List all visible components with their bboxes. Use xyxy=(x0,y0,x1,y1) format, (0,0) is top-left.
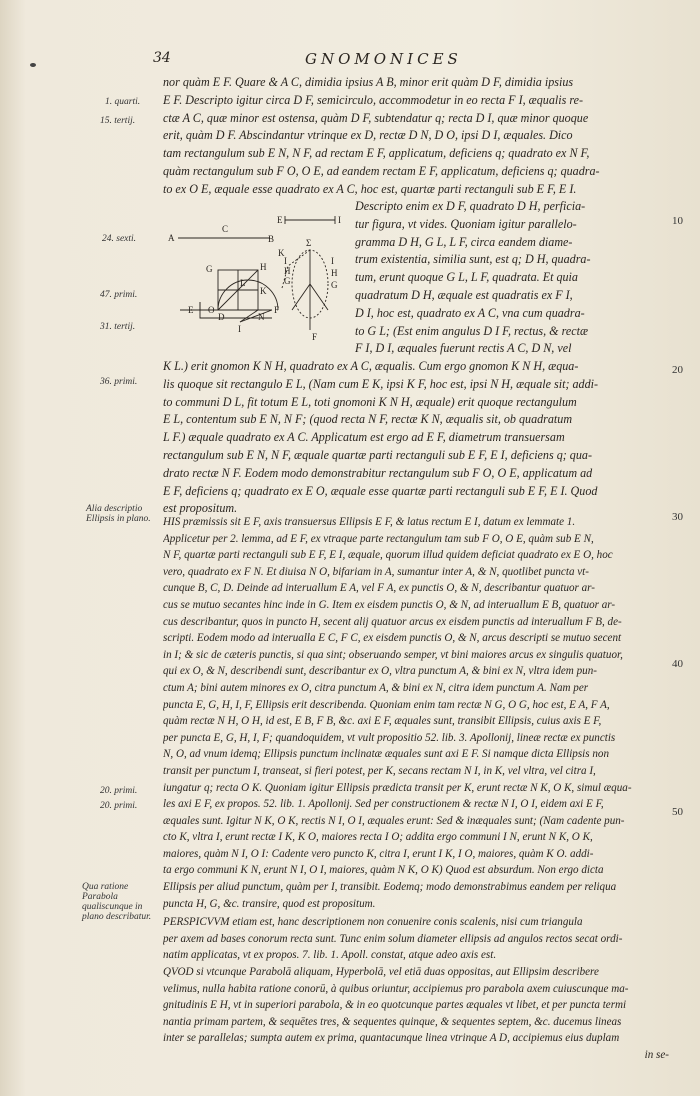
page-number: 34 xyxy=(153,50,171,66)
text-line: trum existentia, similia sunt, est q; D H, quadra- xyxy=(355,252,591,267)
text-line: ctum A; bini autem minores ex O, citra punctum A, & bini ex N, citra idem punctum A. Nam per xyxy=(163,681,589,694)
label-N: N xyxy=(258,312,265,322)
text-line: maiores, quàm N I, O I: Cadente vero puncto K, citra I, erunt I K, I O, maiores, quàm K O. addi- xyxy=(163,847,594,860)
text-line: natim applicatas, vt ex propos. 7. lib. 1. Apoll. constat, atque adeo axis est. xyxy=(163,949,497,962)
line-number: 30 xyxy=(672,511,683,523)
margin-note: 24. sexti. xyxy=(102,234,137,244)
label-D: D xyxy=(218,312,225,322)
margin-note: Alia descriptio Ellipsis in plano. xyxy=(86,504,151,524)
text-line: drato rectæ N F. Eodem modo demonstrabitur rectangulum sub F O, O E, applicatum ad xyxy=(163,465,593,480)
margin-note: 47. primi. xyxy=(100,290,138,300)
text-line: lis quoque sit rectangulo E L, (Nam cum E K, ipsi K F, hoc est, ipsi N H, æquale sit; addi- xyxy=(163,376,599,391)
text-line: D I, hoc est, quadrato ex A C, vna cum quadra- xyxy=(355,305,585,320)
margin-note: 20. primi. xyxy=(100,786,138,796)
paragraph-1 xyxy=(163,74,669,199)
paragraph-1-cont xyxy=(163,358,669,518)
label-F2: F xyxy=(312,332,318,342)
text-line: inter se parallelas; sumpta autem ex prima, quantacunque linea vtrinque A D, accipiemus eius duplam xyxy=(163,1032,620,1045)
text-line: in I; & sic de cæteris punctis, si qua sint; obseruando semper, vt bini maiores arcus ex singulis quatuor, xyxy=(163,648,623,661)
text-line: quàm rectangulum sub F O, O E, ad eandem rectam E F, applicatum, deficiens q; quadra- xyxy=(163,163,600,178)
text-line: N, O, ad vnum idemq; Ellipsis punctum inclinatæ æquales sunt axi E F. Si namque dicta Ellipsis non xyxy=(163,748,609,761)
text-line: E F, deficiens q; quadrato ex E O, æquale esse quartæ parti rectanguli sub E F, E I. Quod xyxy=(163,483,598,498)
paragraph-4 xyxy=(163,964,669,1064)
text-line: vero, quadrato ex F N. Et diuisa N O, bifariam in A, sumantur inter A, & N, quotlibet puncta vt- xyxy=(163,565,589,578)
text-line: velimus, nulla habita ratione conorū, à quibus oriuntur, accipiemus pro parabola axem cuiuscunque ma- xyxy=(163,982,629,995)
text-line: tur figura, vt vides. Quoniam igitur parallelo- xyxy=(355,216,577,231)
text-line: F I, D I, æquales fuerunt rectis A C, D N, vel xyxy=(355,341,572,356)
label-right-G: G xyxy=(331,280,338,290)
text-line: quàm rectæ N H, O H, id est, E B, F B, &c. axi E F, æquales sunt, transibit Ellipsis, cuius axis E F, xyxy=(163,715,602,728)
text-line: gramma D H, G L, L F, circa eandem diame- xyxy=(355,234,573,249)
label-right-H: H xyxy=(331,268,338,278)
text-line: E L, contentum sub E N, N F; (quod recta N F, rectæ K N, æqualis sit, ob quadratum xyxy=(163,412,573,427)
text-line: nor quàm E F. Quare & A C, dimidia ipsius A B, minor erit quàm D F, dimidia ipsius xyxy=(163,75,574,89)
paragraph-2 xyxy=(163,514,669,912)
text-line: in se- xyxy=(644,1048,669,1061)
text-line: E F. Descripto igitur circa D F, semicirculo, accommodetur in eo recta F I, æqualis re- xyxy=(163,92,583,107)
running-title: GNOMONICES xyxy=(305,50,462,68)
line-number: 40 xyxy=(672,658,683,670)
text-line: iungatur q; recta O K. Quoniam igitur Ellipsis prædicta transit per K, erunt rectæ N K, O K, simul æqua- xyxy=(163,781,632,794)
text-line: L F.) æquale quadrato ex A C. Applicatum est ergo ad E F, diametrum transuersam xyxy=(163,430,565,445)
geometric-figure xyxy=(160,212,350,342)
line-number: 10 xyxy=(672,215,683,227)
text-line: Descripto enim ex D F, quadrato D H, perficia- xyxy=(355,199,586,213)
line-number: 20 xyxy=(672,364,683,376)
text-line: tam rectangulum sub E N, N F, ad rectam E F, applicatum, deficiens q; quadrato ex N F, xyxy=(163,146,590,161)
text-line: ta ergo communi K N, erunt N I, O I, maiores, quàm N K, O K) Quod est absurdum. Non ergo dicta xyxy=(163,864,604,877)
label-F: F xyxy=(274,305,280,315)
margin-note: 1. quarti. xyxy=(105,97,141,107)
text-line: ctæ A C, quæ minor est ostensa, quàm D F, subtendatur q; recta D I, quæ minor quoque xyxy=(163,110,589,125)
line-number: 50 xyxy=(672,806,683,818)
label-A: A xyxy=(168,233,175,243)
text-line: cus describantur, quos in puncto H, secent alij quatuor arcus ex eisdem punctis ad interuallum F B, de- xyxy=(163,615,622,628)
label-B: B xyxy=(268,234,275,244)
label-K: K xyxy=(260,286,267,296)
text-line: K L.) erit gnomon K N H, quadrato ex A C, æqualis. Cum ergo gnomon K N H, æqua- xyxy=(163,359,579,373)
text-line: cunque B, C, D. Deinde ad interuallum E A, vel F A, ex punctis O, & N, describantur quatuor ar- xyxy=(163,582,595,595)
margin-note: 20. primi. xyxy=(100,801,138,811)
text-line: nantia primam partem, & sequētes tres, & sequentes quinque, & sequentes septem, &c. ducemus lineas xyxy=(163,1015,622,1028)
label-E-top: E xyxy=(277,215,283,225)
text-line: to ex O E, æquale esse quadrato ex A C, hoc est, quartæ parti rectanguli sub E F, E I. xyxy=(163,181,577,196)
text-line: puncta E, G, H, I, F, Ellipsis erit describenda. Quoniam enim tam rectæ N G, O G, hoc est, E A, F A, xyxy=(163,698,610,711)
text-line: qui ex O, & N, describendi sunt, describantur ex O, vltra punctum A, & bini ex N, vltra idem pun- xyxy=(163,665,597,678)
text-line: erit, quàm D F. Abscindantur vtrinque ex D, rectæ D N, D O, ipsi D I, æquales. Dico xyxy=(163,128,573,143)
text-line: to communi D L, fit totum E L, toti gnomoni K N H, æquale) erit quoque rectangulum xyxy=(163,394,577,409)
label-E: E xyxy=(188,305,194,315)
text-line: per puncta E, G, H, I, F; quandoquidem, vt vult propositio 52. lib. 3. Apollonij, lineæ rectæ ex punctis xyxy=(163,731,616,744)
text-line: est propositum. xyxy=(163,501,238,516)
margin-note: 15. tertij. xyxy=(100,116,136,126)
paragraph-3 xyxy=(163,914,669,964)
label-G: G xyxy=(206,264,213,274)
label-sigma: Σ xyxy=(306,238,312,248)
label-I: I xyxy=(238,324,241,334)
text-line: PERSPICVVM etiam est, hanc descriptionem non conuenire conis scalenis, nisi cum triangula xyxy=(163,916,583,928)
label-I-top: I xyxy=(338,215,341,225)
margin-note: Qua ratione Parabola qualiscunque in plano describatur. xyxy=(82,882,152,922)
text-line: les axi E F, ex propos. 52. lib. 1. Apollonij. Sed per constructionem & rectæ N I, O I, eidem axi E F, xyxy=(163,798,604,811)
text-line: Ellipsis per aliud punctum, quàm per I, transibit. Eodemq; modo demonstrabimus eandem per reliqua xyxy=(163,881,617,894)
paragraph-wrap xyxy=(355,198,669,358)
label-O: O xyxy=(208,305,215,315)
ellipse-construction-diagram xyxy=(160,212,350,342)
text-line: transit per punctum I, transeat, si fieri potest, per K, secans rectam N I, in K, vel vltra, vel citra I, xyxy=(163,764,596,777)
text-line: tum, erunt quoque G L, L F, quadrata. Et quia xyxy=(355,270,578,285)
text-line: cto K, vltra I, erunt rectæ I K, K O, maiores recta I O; addita ergo communi I N, erunt N K, O K, xyxy=(163,831,593,844)
text-line: QVOD si vtcunque Parabolā aliquam, Hyperbolā, vel etiā duas oppositas, aut Ellipsim describere xyxy=(163,966,599,978)
label-left-G: G xyxy=(284,276,291,286)
label-H: H xyxy=(260,262,267,272)
text-line: rectangulum sub E N, N F, æquale quartæ parti rectanguli sub E F, E I, deficiens q; qua- xyxy=(163,447,592,462)
text-line: quadratum D H, æquale est quadratis ex F I, xyxy=(355,287,573,302)
text-line: per axem ad bases conorum recta sunt. Tunc enim solum diameter ellipsis ad angulos rectos secat ordi- xyxy=(163,932,623,945)
text-line: cus se mutuo secantes hinc inde in G. Item ex eisdem punctis O, & N, ad interuallum E B, quatuor ar- xyxy=(163,598,616,611)
text-line: N F, quartæ parti rectanguli sub E F, E I, æquale, quorum illud quidem deficiat quadrato ex E O, hoc xyxy=(163,549,613,562)
text-line: gnitudinis E H, vt in superiori parabola, & in eo quotcunque partes æquales vt libet, et per puncta termi xyxy=(163,999,627,1012)
label-left-H: H xyxy=(284,266,291,276)
text-line: puncta H, G, &c. transire, quod est propositum. xyxy=(163,897,376,910)
margin-note: 36. primi. xyxy=(100,377,138,387)
text-line: æquales sunt. Igitur N K, O K, rectis N I, O I, æquales erunt: Sed & inæquales sunt; (Nam cadente pun- xyxy=(163,814,625,827)
page-header xyxy=(0,50,700,70)
text-line: HIS præmissis sit E F, axis transuersus Ellipsis E F, & latus rectum E I, datum ex lemmate 1. xyxy=(163,516,576,528)
text-line: to G L; (Est enim angulus D I F, rectus, & rectæ xyxy=(355,323,589,338)
label-left-I: I xyxy=(284,256,287,266)
label-right-I: I xyxy=(331,256,334,266)
label-L: L xyxy=(240,278,246,288)
text-line: scripti. Eodem modo ad interualla E C, F C, ex eisdem punctis O, & N, arcus descripti se mutuo secent xyxy=(163,632,622,645)
text-line: Applicetur per 2. lemma, ad E F, ex vtraque parte rectangulum tam sub F O, O E, quàm sub E N, xyxy=(163,532,594,545)
margin-note: 31. tertij. xyxy=(100,322,136,332)
label-C: C xyxy=(222,224,229,234)
label-left-K: K xyxy=(278,248,285,258)
